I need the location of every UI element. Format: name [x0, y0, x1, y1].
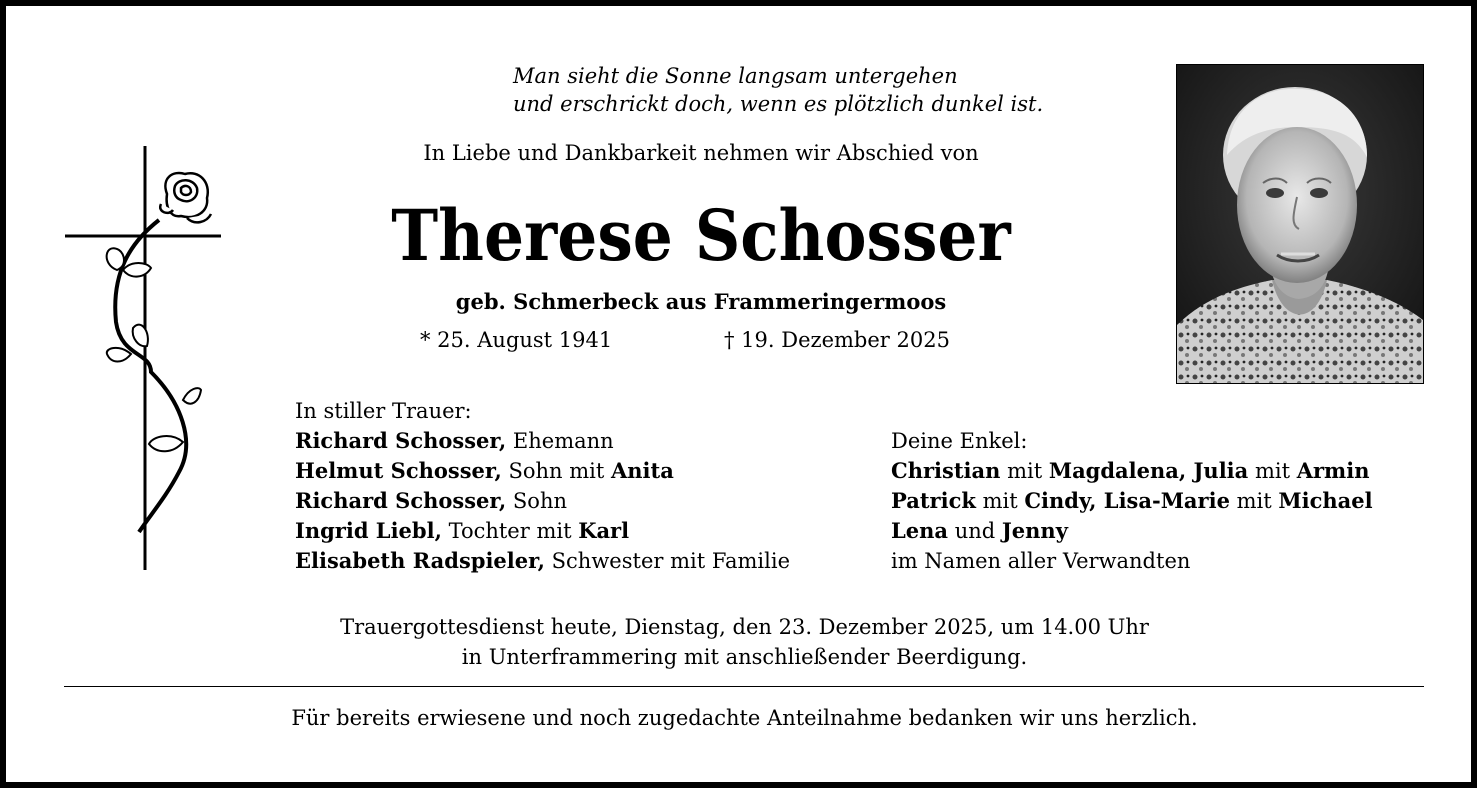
service-line-1: Trauergottesdienst heute, Dienstag, den 23. Dezember 2025, um 14.00 Uhr	[340, 615, 1149, 639]
birth-date: * 25. August 1941	[420, 328, 613, 352]
family-left-row	[295, 516, 790, 546]
name-segment-bold: Cindy, Lisa-Marie	[1024, 488, 1230, 513]
name-segment: mit	[975, 489, 1025, 513]
name-segment: mit	[1229, 489, 1279, 513]
family-right-row	[891, 516, 1373, 546]
service-line-2: in Unterframmering mit anschließender Beerdigung.	[461, 645, 1028, 669]
maiden-name-origin: geb. Schmerbeck aus Frammeringermoos	[455, 289, 947, 314]
name-segment: und	[948, 519, 1002, 543]
name-segment-bold: Richard Schosser,	[295, 488, 507, 513]
name-segment-bold: Elisabeth Radspieler,	[295, 548, 545, 573]
thanks-note: Für bereits erwiesene und noch zugedachte Anteilnahme bedanken wir uns herzlich.	[291, 706, 1198, 730]
name-segment-bold: Helmut Schosser,	[295, 458, 502, 483]
family-list-right	[891, 426, 1373, 576]
name-segment: Tochter mit	[441, 519, 579, 543]
name-segment: Sohn mit	[501, 459, 611, 483]
name-segment-bold: Michael	[1278, 488, 1373, 513]
family-right-row	[891, 486, 1373, 516]
name-segment: Sohn	[506, 489, 567, 513]
deceased-name: Therese Schosser	[391, 194, 1011, 277]
quote-line-2: und erschrickt doch, wenn es plötzlich dunkel ist.	[513, 92, 1044, 116]
family-left-row	[295, 486, 790, 516]
name-segment: mit	[1000, 459, 1049, 483]
name-segment: mit	[1248, 459, 1297, 483]
death-date: † 19. Dezember 2025	[724, 328, 950, 352]
name-segment-bold: Armin	[1296, 458, 1370, 483]
name-segment-bold: Karl	[578, 518, 630, 543]
funeral-service-info	[6, 612, 1477, 672]
name-segment-bold: Ingrid Liebl,	[295, 518, 442, 543]
family-list-left	[295, 396, 790, 576]
name-segment-bold: Richard Schosser,	[295, 428, 507, 453]
family-left-row	[295, 546, 790, 576]
name-segment-bold: Jenny	[1001, 518, 1068, 543]
memorial-quote	[513, 62, 1043, 118]
family-right-heading: Deine Enkel:	[891, 429, 1028, 453]
divider	[64, 686, 1424, 687]
name-segment: im Namen aller Verwandten	[891, 549, 1191, 573]
name-segment-bold: Lena	[891, 518, 949, 543]
name-segment-bold: Christian	[891, 458, 1001, 483]
name-segment: Ehemann	[506, 429, 614, 453]
name-segment-bold: Anita	[610, 458, 674, 483]
farewell-intro: In Liebe und Dankbarkeit nehmen wir Abschied von	[423, 141, 979, 165]
name-segment-bold: Patrick	[891, 488, 976, 513]
name-segment-bold: Magdalena, Julia	[1048, 458, 1249, 483]
family-left-heading: In stiller Trauer:	[295, 399, 472, 423]
portrait-photo	[1176, 64, 1424, 384]
family-right-row	[891, 546, 1373, 576]
name-segment: Schwester mit Familie	[544, 549, 790, 573]
family-right-row	[891, 456, 1373, 486]
quote-line-1: Man sieht die Sonne langsam untergehen	[513, 64, 958, 88]
family-left-row	[295, 456, 790, 486]
family-left-row	[295, 426, 790, 456]
